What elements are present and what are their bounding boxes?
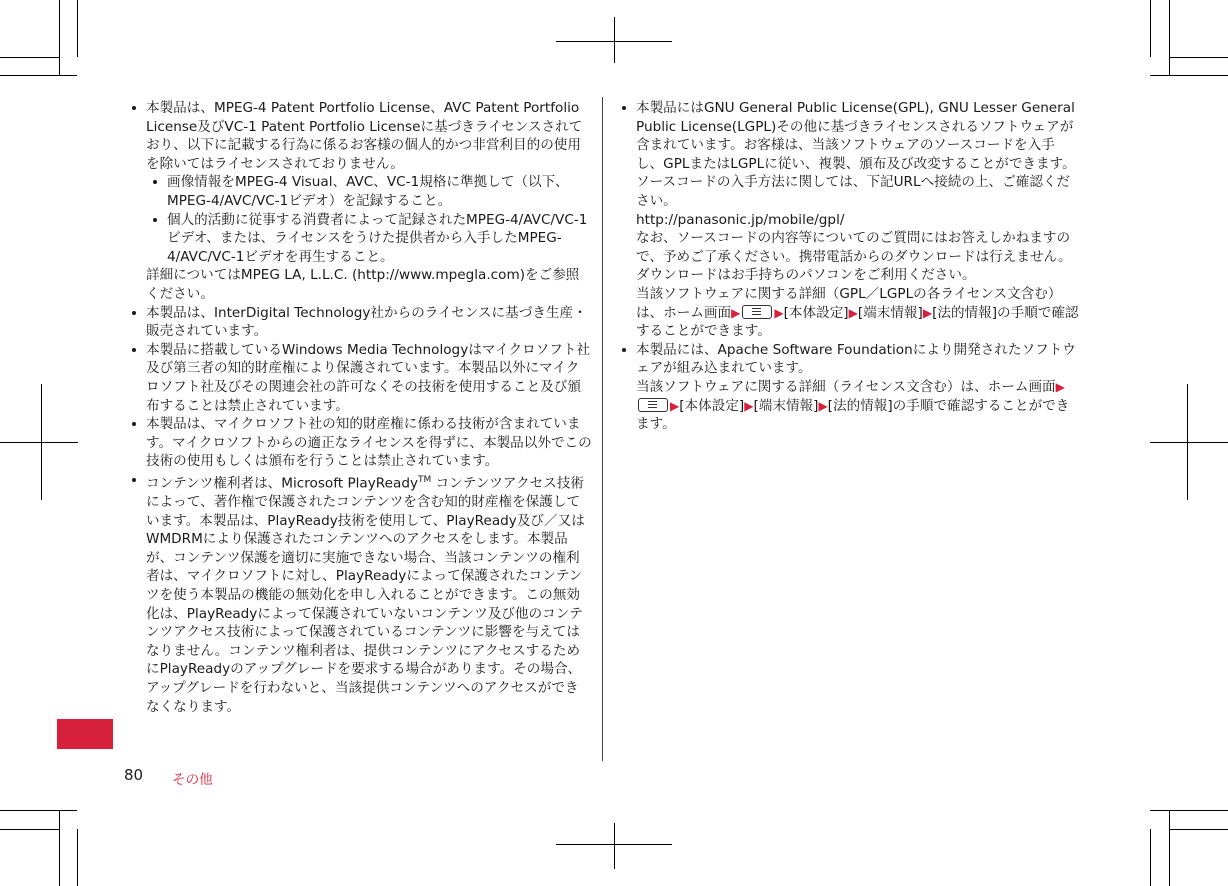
step-device-info: [端末情報] — [753, 397, 819, 414]
gpl-detail — [620, 285, 1080, 341]
step-legal-info: [法的情報] — [827, 397, 893, 414]
arrow-icon: ▶ — [744, 398, 754, 413]
step-device-info: [端末情報] — [857, 304, 923, 321]
apache-detail-pre: 当該ソフトウェアに関する詳細（ライセンス文含む）は、ホーム画面 — [636, 378, 1056, 395]
license-apache-bullet: 本製品には、Apache Software Foundationにより開発されたソフトウェアが組み込まれています。 — [620, 341, 1080, 378]
playready-text-pre: コンテンツ権利者は、Microsoft PlayReady — [146, 475, 418, 492]
menu-key-icon — [742, 305, 772, 319]
license-windows-media-bullet: 本製品に搭載しているWindows Media Technologyはマイクロソフト社及び第三者の知的財産権により保護されています。本製品以外にマイクロソフト社及びその関連会社の許可なくその技術を使用すること及び頒布することは禁止されています。 — [130, 341, 592, 415]
page-number: 80 — [124, 766, 144, 784]
left-column — [130, 99, 592, 716]
license-microsoft-ip-bullet: 本製品は、マイクロソフト社の知的財産権に係わる技術が含まれています。マイクロソフトからの適正なライセンスを得ずに、本製品以外でこの技術の使用もしくは頒布を行うことは禁止されています。 — [130, 415, 592, 471]
gpl-detail-pre: 当該ソフトウェアに関する詳細（GPL／LGPLの各ライセンス文含む）は、ホーム画面 — [636, 285, 1062, 321]
menu-key-icon — [638, 398, 668, 412]
license-playready-bullet — [130, 471, 592, 716]
license-gpl-bullet: 本製品にはGNU General Public License(GPL), GNU Lesser General Public License(LGPL)その他に基づきライセンスされるソフトウェアが含まれています。お客様は、当該ソフトウェアのソースコードを入手し、GPLまたはLGPLに従い、複製、頒布及び改変することができます。ソースコードの入手方法に関しては、下記URLへ接続の上、ご確認ください。 — [620, 99, 1080, 211]
gpl-note: なお、ソースコードの内容等についてのご質問にはお答えしかねますので、予めご了承ください。携帯電話からのダウンロードは行えません。ダウンロードはお手持ちのパソコンをご利用ください。 — [636, 230, 1072, 284]
right-column — [620, 99, 1080, 434]
step-legal-info: [法的情報] — [932, 304, 998, 321]
step-device-settings: [本体設定] — [783, 304, 849, 321]
license-interdigital-bullet: 本製品は、InterDigital Technology社からのライセンスに基づき生産・販売されています。 — [130, 304, 592, 341]
arrow-icon: ▶ — [848, 305, 858, 320]
arrow-icon: ▶ — [818, 398, 828, 413]
license-mpeg4-sub-item: 個人的活動に従事する消費者によって記録されたMPEG-4/AVC/VC-1ビデオ、または、ライセンスをうけた提供者から入手したMPEG-4/AVC/VC-1ビデオを再生すること。 — [151, 211, 592, 267]
license-mpeg4-note: 詳細についてはMPEG LA, L.L.C. (http://www.mpegla.com)をご参照ください。 — [146, 267, 580, 302]
section-tab-marker — [57, 719, 113, 749]
gpl-url: http://panasonic.jp/mobile/gpl/ — [636, 211, 845, 228]
playready-text-post: コンテンツアクセス技術によって、著作権で保護されたコンテンツを含む知的財産権を保護しています。本製品は、PlayReady技術を使用して、PlayReady及び／又は WMDRMにより保護されたコンテンツへのアクセスをします。本製品が、コンテンツ保護を適切に実施できない場合、当該コンテンツの権利者は、マイクロソフトに対し、PlayReadyによって保護されたコンテンツを使う本製品の機能の無効化を申し入れることができます。この無効化は、PlayReadyによって保護されていないコンテンツ及び他のコンテンツアクセス技術によって保護されているコンテンツに影響を与えてはなりません。コンテンツ権利者は、提供コンテンツにアクセスするためにPlayReadyのアップグレードを要求する場合があります。その場合、アップグレードを行わないと、当該提供コンテンツへのアクセスができなくなります。 — [146, 475, 585, 715]
column-divider — [602, 97, 603, 761]
arrow-icon: ▶ — [1055, 379, 1065, 394]
section-name: その他 — [172, 772, 213, 788]
apache-detail-post: の手順で確認することができます。 — [636, 397, 1070, 433]
trademark-mark: TM — [418, 474, 432, 485]
license-mpeg4-bullet: 本製品は、MPEG-4 Patent Portfolio License、AVC Patent Portfolio License及びVC-1 Patent Portfolio Licenseに基づきライセンスされており、以下に記載する行為に係るお客様の個人的かつ非営利目的の使用を除いてはライセンスされておりません。 — [130, 99, 592, 173]
license-mpeg4-sub-item: 画像情報をMPEG-4 Visual、AVC、VC-1規格に準拠して（以下、MPEG-4/AVC/VC-1ビデオ）を記録すること。 — [151, 173, 592, 210]
step-device-settings: [本体設定] — [679, 397, 745, 414]
apache-detail — [620, 378, 1080, 434]
arrow-icon: ▶ — [731, 305, 741, 320]
gpl-detail-post: の手順で確認することができます。 — [636, 304, 1079, 340]
arrow-icon: ▶ — [670, 398, 680, 413]
arrow-icon: ▶ — [922, 305, 933, 320]
arrow-icon: ▶ — [774, 305, 784, 320]
